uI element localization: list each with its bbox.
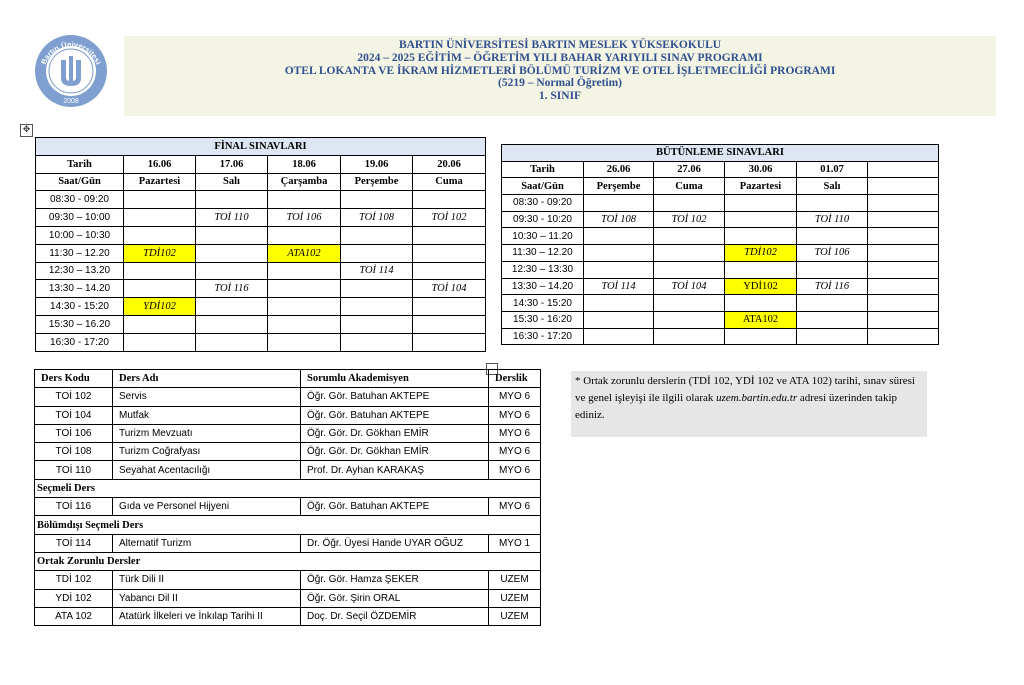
- header-line-institution: BARTIN ÜNİVERSİTESİ BARTIN MESLEK YÜKSEKOKULU: [398, 39, 722, 51]
- note-link[interactable]: uzem.bartin.edu.tr: [716, 392, 798, 404]
- but-date-2: 30.06: [725, 161, 797, 178]
- final-exam-cell: TOİ 108: [341, 209, 413, 227]
- final-exam-cell: [196, 262, 268, 280]
- but-exam-cell: [584, 228, 654, 245]
- but-exam-cell: [868, 295, 939, 312]
- logo-ring-text: Bartın Üniversitesi: [39, 39, 104, 66]
- course-lecturer: Doç. Dr. Seçil ÖZDEMİR: [301, 607, 489, 625]
- but-exam-cell: [797, 195, 868, 212]
- but-day-2: Pazartesi: [725, 178, 797, 195]
- section-elective: Seçmeli Ders: [35, 479, 541, 497]
- section-common-required: Ortak Zorunlu Dersler: [35, 552, 541, 570]
- final-exam-cell: [268, 191, 341, 209]
- final-day-0: Pazartesi: [124, 173, 196, 191]
- course-code: TOİ 110: [35, 461, 113, 479]
- course-lecturer: Öğr. Gör. Dr. Gökhan EMİR: [301, 424, 489, 442]
- final-exam-cell: [413, 262, 486, 280]
- but-time-slot: 08:30 - 09:20: [502, 195, 584, 212]
- table-row: [36, 298, 486, 316]
- table-row: [36, 262, 486, 280]
- final-exam-cell: [196, 226, 268, 244]
- but-exam-cell: [584, 261, 654, 278]
- final-exam-cell: [268, 298, 341, 316]
- but-exam-cell: [584, 295, 654, 312]
- but-exam-cell: ATA102: [725, 311, 797, 328]
- final-date-label: Tarih: [36, 155, 124, 173]
- but-day-0: Perşembe: [584, 178, 654, 195]
- final-exam-cell: [268, 280, 341, 298]
- table-row: [502, 228, 939, 245]
- course-code: TOİ 102: [35, 388, 113, 406]
- header-line-code: (5219 – Normal Öğretim): [497, 77, 623, 90]
- but-exam-cell: TOİ 116: [797, 278, 868, 295]
- table-row: [502, 245, 939, 262]
- final-exam-cell: [124, 333, 196, 351]
- document-header: [124, 36, 996, 116]
- course-lecturer: Öğr. Gör. Batuhan AKTEPE: [301, 498, 489, 516]
- course-lecturer: Öğr. Gör. Batuhan AKTEPE: [301, 388, 489, 406]
- but-exam-cell: [868, 261, 939, 278]
- course-header-room: Derslik: [489, 370, 541, 388]
- course-list-table: [34, 369, 541, 626]
- final-exam-cell: [341, 191, 413, 209]
- note-text: * Ortak zorunlu derslerin (TDİ 102, YDİ 102 ve ATA 102) tarihi, sınav süresi ve genel işleyişi ile ilgili olarak: [575, 375, 915, 404]
- header-line-program-title: 2024 – 2025 EĞİTİM – ÖĞRETİM YILI BAHAR YARIYILI SINAV PROGRAMI: [357, 51, 763, 64]
- final-date-1: 17.06: [196, 155, 268, 173]
- table-row: [36, 333, 486, 351]
- table-row: [36, 280, 486, 298]
- table-row: [36, 209, 486, 227]
- but-exam-cell: [868, 195, 939, 212]
- but-exam-cell: [654, 261, 725, 278]
- course-lecturer: Öğr. Gör. Dr. Gökhan EMİR: [301, 443, 489, 461]
- table-row: [35, 589, 541, 607]
- course-room: MYO 6: [489, 498, 541, 516]
- note-suffix: adresi üzerinden takip ediniz.: [575, 392, 898, 421]
- final-exam-cell: [124, 262, 196, 280]
- final-exam-cell: [196, 298, 268, 316]
- but-exam-cell: [868, 328, 939, 345]
- course-room: UZEM: [489, 589, 541, 607]
- table-row: [35, 461, 541, 479]
- but-exam-cell: [868, 311, 939, 328]
- but-day-3: Salı: [797, 178, 868, 195]
- but-time-slot: 13:30 – 14.20: [502, 278, 584, 295]
- final-exam-cell: [341, 298, 413, 316]
- section-outside-elective: Bölümdışı Seçmeli Ders: [35, 516, 541, 534]
- final-exam-cell: [413, 191, 486, 209]
- but-exam-cell: [868, 278, 939, 295]
- table-row: [502, 295, 939, 312]
- final-table-title: FİNAL SINAVLARI: [36, 138, 486, 156]
- final-exam-cell: TOİ 102: [413, 209, 486, 227]
- table-row: [35, 498, 541, 516]
- course-room: MYO 6: [489, 388, 541, 406]
- final-exam-cell: [413, 333, 486, 351]
- but-time-slot: 10:30 – 11.20: [502, 228, 584, 245]
- final-exam-cell: [413, 226, 486, 244]
- course-lecturer: Öğr. Gör. Hamza ŞEKER: [301, 571, 489, 589]
- course-room: MYO 6: [489, 443, 541, 461]
- but-exam-cell: [725, 261, 797, 278]
- but-date-3: 01.07: [797, 161, 868, 178]
- course-name: Mutfak: [113, 406, 301, 424]
- but-date-1: 27.06: [654, 161, 725, 178]
- but-time-slot: 11:30 – 12.20: [502, 245, 584, 262]
- but-exam-cell: TOİ 108: [584, 211, 654, 228]
- final-time-slot: 13:30 – 14.20: [36, 280, 124, 298]
- course-room: UZEM: [489, 607, 541, 625]
- final-time-slot: 08:30 - 09:20: [36, 191, 124, 209]
- but-time-slot: 12:30 – 13:30: [502, 261, 584, 278]
- final-exam-cell: [196, 315, 268, 333]
- but-exam-cell: [725, 295, 797, 312]
- course-name: Servis: [113, 388, 301, 406]
- course-code: TOİ 114: [35, 534, 113, 552]
- but-exam-cell: TOİ 114: [584, 278, 654, 295]
- final-date-2: 18.06: [268, 155, 341, 173]
- but-exam-cell: [654, 328, 725, 345]
- course-lecturer: Öğr. Gör. Şirin ORAL: [301, 589, 489, 607]
- but-exam-cell: [725, 328, 797, 345]
- final-time-slot: 14:30 - 15:20: [36, 298, 124, 316]
- final-exam-cell: [341, 333, 413, 351]
- but-exam-cell: [654, 245, 725, 262]
- but-exam-cell: [797, 311, 868, 328]
- course-name: Gıda ve Personel Hijyeni: [113, 498, 301, 516]
- final-exam-cell: [413, 315, 486, 333]
- table-row: [36, 315, 486, 333]
- final-time-slot: 15:30 – 16.20: [36, 315, 124, 333]
- final-exam-cell: [196, 244, 268, 262]
- but-exam-cell: [797, 295, 868, 312]
- but-exam-cell: [584, 311, 654, 328]
- table-row: [35, 424, 541, 442]
- but-day-4: [868, 178, 939, 195]
- final-exam-cell: TOİ 116: [196, 280, 268, 298]
- final-exam-cell: TOİ 114: [341, 262, 413, 280]
- table-row: [36, 191, 486, 209]
- but-time-slot: 09:30 - 10:20: [502, 211, 584, 228]
- course-header-name: Ders Adı: [113, 370, 301, 388]
- course-code: TDİ 102: [35, 571, 113, 589]
- course-room: MYO 1: [489, 534, 541, 552]
- course-room: MYO 6: [489, 461, 541, 479]
- final-exam-cell: [413, 298, 486, 316]
- table-row: [36, 244, 486, 262]
- final-exam-cell: [124, 191, 196, 209]
- final-exam-cell: [413, 244, 486, 262]
- but-exam-cell: [725, 195, 797, 212]
- table-row: [36, 226, 486, 244]
- final-exam-cell: [268, 226, 341, 244]
- but-date-0: 26.06: [584, 161, 654, 178]
- but-exam-cell: TDİ102: [725, 245, 797, 262]
- but-date-label: Tarih: [502, 161, 584, 178]
- but-exam-cell: [797, 261, 868, 278]
- but-exam-cell: TOİ 110: [797, 211, 868, 228]
- course-code: ATA 102: [35, 607, 113, 625]
- final-exam-cell: [268, 315, 341, 333]
- table-row: [502, 328, 939, 345]
- table-row: [502, 211, 939, 228]
- final-exam-cell: [341, 244, 413, 262]
- course-code: TOİ 106: [35, 424, 113, 442]
- final-exam-cell: [124, 226, 196, 244]
- final-day-1: Salı: [196, 173, 268, 191]
- final-exam-cell: TDİ102: [124, 244, 196, 262]
- final-exam-cell: ATA102: [268, 244, 341, 262]
- course-header-code: Ders Kodu: [35, 370, 113, 388]
- final-date-3: 19.06: [341, 155, 413, 173]
- note-box: [571, 371, 927, 437]
- but-time-slot: 16:30 - 17:20: [502, 328, 584, 345]
- course-code: TOİ 108: [35, 443, 113, 461]
- final-exams-table: [35, 137, 486, 352]
- but-exam-cell: [584, 328, 654, 345]
- course-header-lecturer: Sorumlu Akademisyen: [301, 370, 489, 388]
- final-date-0: 16.06: [124, 155, 196, 173]
- but-exam-cell: [725, 211, 797, 228]
- final-exam-cell: [341, 315, 413, 333]
- table-row: [502, 311, 939, 328]
- table-row: [502, 261, 939, 278]
- but-day-1: Cuma: [654, 178, 725, 195]
- final-exam-cell: TOİ 106: [268, 209, 341, 227]
- but-exam-cell: TOİ 106: [797, 245, 868, 262]
- final-day-3: Perşembe: [341, 173, 413, 191]
- final-time-slot: 12:30 – 13.20: [36, 262, 124, 280]
- final-exam-cell: [124, 280, 196, 298]
- table-row: [35, 406, 541, 424]
- final-exam-cell: [124, 315, 196, 333]
- course-name: Seyahat Acentacılığı: [113, 461, 301, 479]
- course-code: TOİ 104: [35, 406, 113, 424]
- header-line-class: 1. SINIF: [538, 90, 582, 103]
- but-exam-cell: [584, 245, 654, 262]
- course-code: YDİ 102: [35, 589, 113, 607]
- course-room: MYO 6: [489, 424, 541, 442]
- but-exam-cell: [654, 228, 725, 245]
- table-row: [35, 571, 541, 589]
- course-name: Alternatif Turizm: [113, 534, 301, 552]
- final-exam-cell: [341, 280, 413, 298]
- but-time-slot: 14:30 - 15:20: [502, 295, 584, 312]
- final-exam-cell: [124, 209, 196, 227]
- table-row: [35, 443, 541, 461]
- but-exam-cell: [654, 195, 725, 212]
- course-name: Yabancı Dil II: [113, 589, 301, 607]
- but-time-slot: 15:30 - 16:20: [502, 311, 584, 328]
- final-exam-cell: [268, 333, 341, 351]
- but-exam-cell: [797, 328, 868, 345]
- table-row: [35, 534, 541, 552]
- course-lecturer: Prof. Dr. Ayhan KARAKAŞ: [301, 461, 489, 479]
- but-exam-cell: [868, 228, 939, 245]
- makeup-table-title: BÜTÜNLEME SINAVLARI: [502, 145, 939, 162]
- course-lecturer: Öğr. Gör. Batuhan AKTEPE: [301, 406, 489, 424]
- final-exam-cell: [196, 191, 268, 209]
- logo-year: 2008: [63, 98, 79, 105]
- final-day-2: Çarşamba: [268, 173, 341, 191]
- table-move-handle-icon[interactable]: ✥: [20, 124, 33, 137]
- table-row: [35, 607, 541, 625]
- final-exam-cell: TOİ 104: [413, 280, 486, 298]
- final-date-4: 20.06: [413, 155, 486, 173]
- course-name: Türk Dili II: [113, 571, 301, 589]
- course-room: MYO 6: [489, 406, 541, 424]
- but-exam-cell: TOİ 102: [654, 211, 725, 228]
- final-exam-cell: [196, 333, 268, 351]
- course-code: TOİ 116: [35, 498, 113, 516]
- course-name: Turizm Mevzuatı: [113, 424, 301, 442]
- but-date-4: [868, 161, 939, 178]
- makeup-exams-table: [501, 144, 939, 345]
- final-exam-cell: TOİ 110: [196, 209, 268, 227]
- table-row: [502, 195, 939, 212]
- course-room: UZEM: [489, 571, 541, 589]
- but-exam-cell: [797, 228, 868, 245]
- but-exam-cell: TOİ 104: [654, 278, 725, 295]
- but-exam-cell: [654, 295, 725, 312]
- but-exam-cell: [725, 228, 797, 245]
- table-row: [502, 278, 939, 295]
- final-time-slot: 10:00 – 10:30: [36, 226, 124, 244]
- header-line-department: OTEL LOKANTA VE İKRAM HİZMETLERİ BÖLÜMÜ TURİZM VE OTEL İŞLETMECİLİĞİ PROGRAMI: [284, 64, 836, 77]
- but-time-label: Saat/Gün: [502, 178, 584, 195]
- but-exam-cell: [654, 311, 725, 328]
- university-logo: [34, 34, 108, 108]
- but-exam-cell: YDİ102: [725, 278, 797, 295]
- final-exam-cell: YDİ102: [124, 298, 196, 316]
- but-exam-cell: [868, 245, 939, 262]
- course-name: Turizm Coğrafyası: [113, 443, 301, 461]
- but-exam-cell: [584, 195, 654, 212]
- final-time-label: Saat/Gün: [36, 173, 124, 191]
- final-exam-cell: [268, 262, 341, 280]
- but-exam-cell: [868, 211, 939, 228]
- final-time-slot: 16:30 - 17:20: [36, 333, 124, 351]
- table-row: [35, 388, 541, 406]
- final-time-slot: 09:30 – 10:00: [36, 209, 124, 227]
- course-name: Atatürk İlkeleri ve İnkılap Tarihi II: [113, 607, 301, 625]
- final-time-slot: 11:30 – 12.20: [36, 244, 124, 262]
- final-day-4: Cuma: [413, 173, 486, 191]
- final-exam-cell: [341, 226, 413, 244]
- course-lecturer: Dr. Öğr. Üyesi Hande UYAR OĞUZ: [301, 534, 489, 552]
